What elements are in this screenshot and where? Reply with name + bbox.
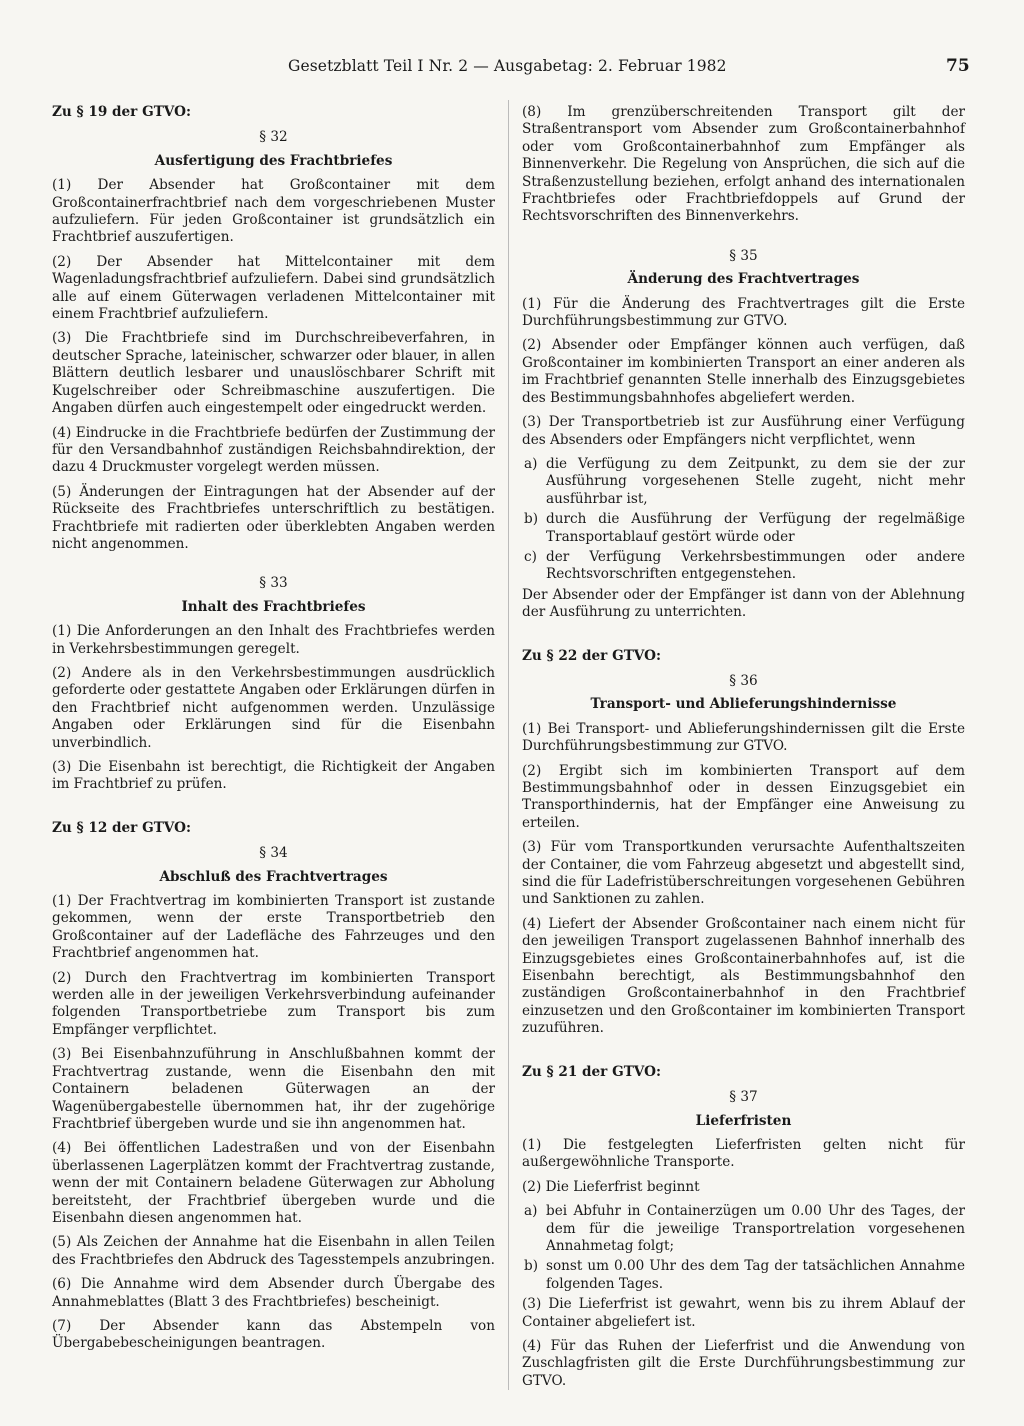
- section-heading: Lieferfristen: [695, 1112, 792, 1129]
- column-divider: [508, 100, 509, 1390]
- paragraph: (4) Liefert der Absender Großcontainer nach einem nicht für den jeweiligen Transport zugelassenen Bahnhof innerhalb des Einzugsgebietes eines Großcontainerbahnhofes auf, ist die Eisenbahn berechtigt, als Bestimmungsbahnhof den zuständigen Großcontainerbahnhof in den Frachtbrief einzusetzen und den Großcontainer im kombinierten Transport zuzuführen.: [522, 915, 965, 1037]
- page-number: 75: [946, 56, 970, 76]
- section-heading: Abschluß des Frachtvertrages: [159, 868, 388, 885]
- paragraph: (2) Der Absender hat Mittelcontainer mit dem Wagenladungsfrachtbrief aufzuliefern. Dabei sind grundsätzlich alle auf einem Güterwagen verladenen Mittelcontainer mit einem Frachtbrief aufzuliefern.: [52, 253, 495, 323]
- paragraph: (4) Eindrucke in die Frachtbriefe bedürfen der Zustimmung der für den Versandbahnhof zuständigen Reichsbahndirektion, der dazu 4 Druckmuster vorgelegt werden müssen.: [52, 424, 495, 476]
- paragraph: (3) Der Transportbetrieb ist zur Ausführung einer Verfügung des Absenders oder Empfängers nicht verpflichtet, wenn: [522, 414, 965, 448]
- paragraph: (4) Für das Ruhen der Lieferfrist und die Anwendung von Zuschlagfristen gilt die Erste Durchführungsbestimmung zur GTVO.: [522, 1337, 965, 1389]
- section-number: § 35: [729, 247, 758, 264]
- paragraph: (1) Bei Transport- und Ablieferungshindernissen gilt die Erste Durchführungsbestimmung zur GTVO.: [522, 720, 965, 755]
- section-number: § 34: [259, 845, 288, 862]
- paragraph: (3) Bei Eisenbahnzuführung in Anschlußbahnen kommt der Frachtvertrag zustande, wenn die Eisenbahn den mit Containern beladenen Güterwagen an der Wagenübergabestelle übernommen hat, ihr der zugehörige Frachtbrief übergeben wurde und sie ihn angenommen hat.: [52, 1046, 495, 1132]
- section-heading: Änderung des Frachtvertrages: [627, 271, 860, 288]
- paragraph: (2) Ergibt sich im kombinierten Transport auf dem Bestimmungsbahnhof oder in dessen Einzugsgebiet ein Transporthindernis, hat der Empfänger eine Anweisung zu erteilen.: [522, 762, 965, 831]
- paragraph: (2) Absender oder Empfänger können auch verfügen, daß Großcontainer im kombinierten Transport an einer anderen als im Frachtbrief genannten Stelle innerhalb des Einzugsgebietes des Bestimmungsbahnhofes abgeliefert werden.: [522, 337, 965, 406]
- list-item: [522, 456, 965, 508]
- list-item-text: der Verfügung Verkehrsbestimmungen oder andere Rechtsvorschriften entgegenstehen.: [546, 548, 965, 583]
- paragraph: (8) Im grenzüberschreitenden Transport gilt der Straßentransport vom Absender zum Großcontainerbahnhof oder vom Großcontainerbahnhof zum Empfänger als Binnenverkehr. Die Regelung von Ansprüchen, die sich auf die Straßenzustellung beziehen, erfolgt anhand des internationalen Frachtbriefes oder Frachtbriefdoppels auf Grund der Rechtsvorschriften des Binnenverkehrs.: [522, 104, 965, 225]
- reference-heading: Zu § 21 der GTVO:: [522, 1063, 661, 1080]
- section-heading: Transport- und Ablieferungshindernisse: [590, 696, 897, 713]
- paragraph: (3) Die Eisenbahn ist berechtigt, die Richtigkeit der Angaben im Frachtbrief zu prüfen.: [52, 759, 495, 793]
- right-column: [522, 104, 965, 1397]
- list-item-label: a): [524, 1203, 538, 1220]
- paragraph: (5) Änderungen der Eintragungen hat der Absender auf der Rückseite des Frachtbriefes unterschriftlich zu bestätigen. Frachtbriefe mit radierten oder überklebten Angaben werden nicht angenommen.: [52, 483, 495, 552]
- section-heading: Ausfertigung des Frachtbriefes: [154, 152, 393, 169]
- left-column: [52, 104, 495, 1360]
- paragraph: (7) Der Absender kann das Abstempeln von Übergabebescheinigungen beantragen.: [52, 1317, 495, 1352]
- list-item: [522, 511, 965, 546]
- paragraph: (3) Für vom Transportkunden verursachte Aufenthaltszeiten der Container, die vom Fahrzeug abgesetzt und abgestellt sind, sind die für Ladefristüberschreitungen vorgesehenen Gebühren und Sanktionen zu zahlen.: [522, 839, 965, 908]
- list-item-label: b): [524, 511, 539, 528]
- list-item-label: a): [524, 455, 538, 472]
- section-number: § 36: [729, 672, 758, 689]
- paragraph: (5) Als Zeichen der Annahme hat die Eisenbahn in allen Teilen des Frachtbriefes den Abdruck des Tagesstempels anzubringen.: [52, 1234, 495, 1268]
- list-item: [522, 1203, 965, 1255]
- section-number: § 32: [259, 129, 288, 146]
- paragraph: (1) Für die Änderung des Frachtvertrages gilt die Erste Durchführungsbestimmung zur GTVO.: [522, 295, 965, 330]
- page-header: [0, 57, 1024, 81]
- reference-heading: Zu § 22 der GTVO:: [522, 647, 661, 664]
- paragraph: (2) Die Lieferfrist beginnt: [522, 1178, 700, 1195]
- paragraph: (2) Durch den Frachtvertrag im kombinierten Transport werden alle in der jeweiligen Verkehrsverbindung aufeinander folgenden Transportbetriebe zum Transport bis zum Empfänger verpflichtet.: [52, 969, 495, 1038]
- section-heading: Inhalt des Frachtbriefes: [181, 598, 366, 615]
- list-item: [522, 1258, 965, 1293]
- list-item-text: bei Abfuhr in Containerzügen um 0.00 Uhr des Tages, der dem für die jeweilige Transportrelation vorgesehenen Annahmetag folgt;: [546, 1203, 965, 1254]
- header-title: Gesetzblatt Teil I Nr. 2 — Ausgabetag: 2. Februar 1982: [288, 57, 727, 75]
- paragraph: (3) Die Lieferfrist ist gewahrt, wenn bis zu ihrem Ablauf der Container abgeliefert ist.: [522, 1296, 965, 1330]
- paragraph: (1) Der Frachtvertrag im kombinierten Transport ist zustande gekommen, wenn der erste Transportbetrieb den Großcontainer auf der Ladefläche des Fahrzeuges und den Frachtbrief angenommen hat.: [52, 893, 495, 962]
- paragraph: (6) Die Annahme wird dem Absender durch Übergabe des Annahmeblattes (Blatt 3 des Frachtbriefes) bescheinigt.: [52, 1276, 495, 1310]
- list-item-label: c): [524, 548, 537, 565]
- paragraph: (3) Die Frachtbriefe sind im Durchschreibeverfahren, in deutscher Sprache, lateinischer, schwarzer oder blauer, in allen Blättern deutlich lesbarer und unauslöschbarer Schrift mit Kugelschreiber oder Schreibmaschine auszufertigen. Die Angaben dürfen auch eingestempelt oder eingedruckt werden.: [52, 330, 495, 417]
- paragraph: (1) Die festgelegten Lieferfristen gelten nicht für außergewöhnliche Transporte.: [522, 1136, 965, 1171]
- reference-heading: Zu § 19 der GTVO:: [52, 104, 191, 120]
- section-number: § 33: [259, 575, 288, 592]
- paragraph: Der Absender oder der Empfänger ist dann von der Ablehnung der Ausführung zu unterrichten.: [522, 586, 965, 621]
- reference-heading: Zu § 12 der GTVO:: [52, 819, 191, 836]
- list-item: [522, 549, 965, 584]
- list-item-text: die Verfügung zu dem Zeitpunkt, zu dem sie der zur Ausführung vorgesehenen Stelle zugeht, nicht mehr ausführbar ist,: [546, 455, 965, 507]
- list-item-text: sonst um 0.00 Uhr des dem Tag der tatsächlichen Annahme folgenden Tages.: [546, 1258, 965, 1292]
- section-number: § 37: [729, 1089, 758, 1106]
- list-item-label: b): [524, 1258, 539, 1275]
- paragraph: (4) Bei öffentlichen Ladestraßen und von der Eisenbahn überlassenen Lagerplätzen kommt der Frachtvertrag zustande, wenn der mit Containern beladene Güterwagen zur Abholung bereitsteht, der Frachtbrief übergeben wurde und die Eisenbahn diesen angenommen hat.: [52, 1140, 495, 1226]
- paragraph: (1) Die Anforderungen an den Inhalt des Frachtbriefes werden in Verkehrsbestimmungen geregelt.: [52, 623, 495, 657]
- paragraph: (2) Andere als in den Verkehrsbestimmungen ausdrücklich geforderte oder gestattete Angaben oder Erklärungen dürfen in den Frachtbrief nicht aufgenommen werden. Unzulässige Angaben oder Erklärungen sind für die Eisenbahn unverbindlich.: [52, 664, 495, 751]
- paragraph: (1) Der Absender hat Großcontainer mit dem Großcontainerfrachtbrief nach dem vorgeschriebenen Muster aufzuliefern. Für jeden Großcontainer ist grundsätzlich ein Frachtbrief auszufertigen.: [52, 177, 495, 246]
- list-item-text: durch die Ausführung der Verfügung der regelmäßige Transportablauf gestört würde oder: [546, 511, 965, 545]
